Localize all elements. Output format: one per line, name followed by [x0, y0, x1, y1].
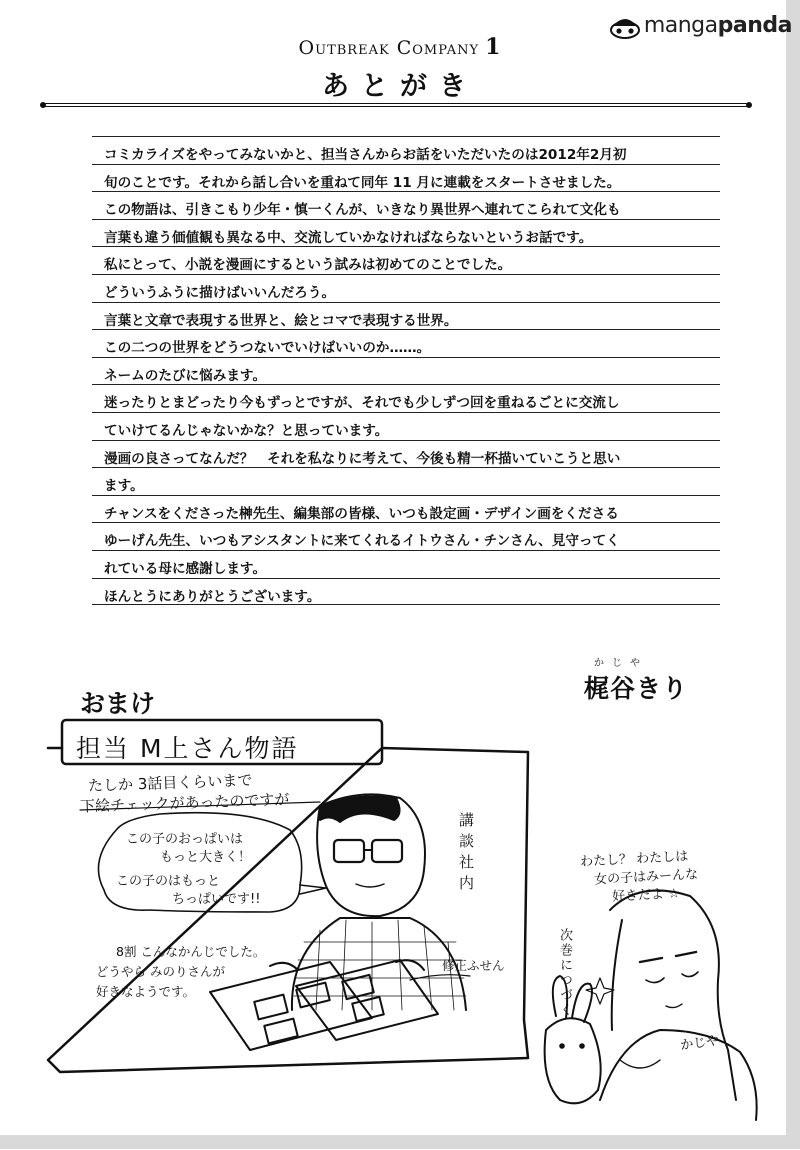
afterword-line: ゆーげん先生、いつもアシスタントに来てくれるイトウさん・チンさん、見守ってく — [92, 522, 720, 550]
omake-comic — [0, 680, 800, 1150]
next-volume-note: 次巻につづく — [557, 928, 572, 1018]
afterword-line: ほんとうにありがとうございます。 — [92, 578, 720, 606]
note-line-1: 8割 こんなかんじでした。 — [116, 944, 266, 959]
author-ruby: かじや — [594, 658, 648, 669]
afterword-line: この二つの世界をどうつないでいけばいいのか……。 — [92, 329, 720, 357]
afterword-line: ていけてるんじゃないかな？と思っています。 — [92, 412, 720, 440]
vertical-label: 講談社内 — [457, 812, 475, 896]
speech-line-3: この子のはもっと — [116, 874, 221, 889]
volume-number: 1 — [485, 34, 502, 60]
caption-line-1: たしか 3話目くらいまで — [87, 771, 253, 795]
title-divider — [40, 102, 752, 109]
afterword-line: ネームのたびに悩みます。 — [92, 357, 720, 385]
afterword-line: 漫画の良さってなんだ？ それを私なりに考えて、今後も精一杯描いていこうと思い — [92, 440, 720, 468]
afterword-line: 言葉と文章で表現する世界と、絵とコマで表現する世界。 — [92, 302, 720, 330]
page-title: あとがき — [322, 71, 478, 102]
note-line-2: どうやら みのりさんが — [96, 964, 225, 979]
note-line-3: 好きなようです。 — [96, 984, 196, 999]
omake-label: おまけ — [80, 689, 156, 718]
afterword-line: どういうふうに描けばいいんだろう。 — [92, 274, 720, 302]
afterword-line: チャンスをくださった榊先生、編集部の皆様、いつも設定画・デザイン画をくださる — [92, 495, 720, 523]
afterword-line: ます。 — [92, 467, 720, 495]
afterword-line: 言葉も違う価値観も異なる中、交流していかなければならないというお話です。 — [92, 219, 720, 247]
afterword-line: この物語は、引きこもり少年・慎一くんが、いきなり異世界へ連れてこられて文化も — [92, 191, 720, 219]
speech-line-4: ちっぱいです!! — [172, 892, 261, 907]
speech-line-2: もっと大きく！ — [160, 850, 252, 865]
afterword-line: 旬のことです。それから話し合いを重ねて同年 11 月に連載をスタートさせました。 — [92, 164, 720, 192]
speech-line-1: この子のおっぱいは — [126, 832, 244, 847]
series-header — [0, 34, 800, 60]
afterword-line: れている母に感謝します。 — [92, 550, 720, 578]
series-name: Outbreak Company — [298, 37, 480, 59]
afterword-line: 迷ったりとまどったり今もずっとですが、それでも少しずつ回を重ねるごとに交流し — [92, 384, 720, 412]
artist-speech-1: わたし？ わたしは — [579, 849, 689, 870]
artist-tag: かじや — [679, 1033, 721, 1054]
sticky-label: 修正ふせん — [442, 958, 505, 973]
afterword-line: コミカライズをやってみないかと、担当さんからお話をいただいたのは2012年2月初 — [92, 136, 720, 164]
afterword-text — [92, 136, 720, 605]
author-name: 梶谷きり — [584, 674, 689, 703]
artist-speech-2: 女の子はみーんな — [593, 867, 699, 888]
artist-speech-3: 好きだよ ☆ — [611, 886, 681, 905]
caption-line-2: 下絵チェックがあったのですが — [79, 790, 290, 816]
logo-suffix: panda — [717, 12, 792, 38]
afterword-line: 私にとって、小説を漫画にするという試みは初めてのことでした。 — [92, 246, 720, 274]
logo-prefix: manga — [643, 12, 718, 38]
omake-title: 担当 M上さん物語 — [76, 734, 299, 763]
